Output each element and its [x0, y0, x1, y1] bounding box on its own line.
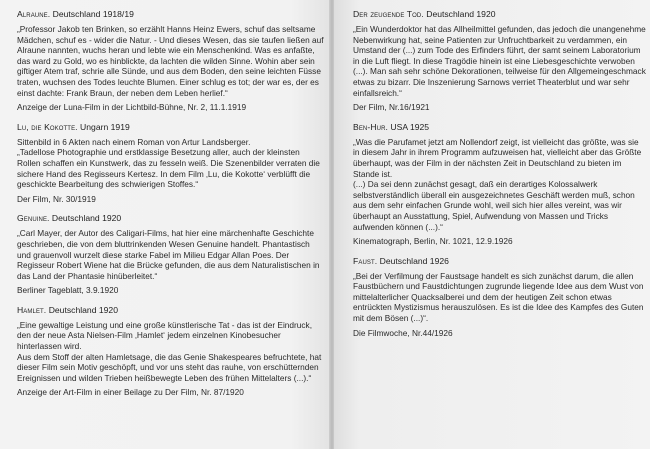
review-paragraph: „Carl Mayer, der Autor des Caligari-Films, hat hier eine märchenhafte Geschichte geschrieben, die von dem bluttrinkenden Wesen Genuine handelt. Phantastisch und grauenvoll wurzelt diese starke Fabel im Milieu Edgar Allan Poes. Der Regisseur Robert Wiene hat die Brücke gefunden, die aus dem Naturalistischen in das Land der Phantasie hinüberleitet.“	[17, 228, 320, 281]
film-country-year: USA 1925	[388, 121, 430, 132]
entry-heading	[353, 256, 646, 267]
review-source: Anzeige der Art-Film in einer Beilage zu Der Film, Nr. 87/1920	[17, 387, 244, 398]
right-page	[334, 0, 650, 449]
entry-alraune	[17, 9, 324, 113]
film-country-year: Deutschland 1920	[49, 213, 122, 224]
review-text	[17, 320, 324, 384]
entry-hamlet	[17, 305, 324, 398]
film-title: Lu, die Kokotte.	[17, 121, 78, 132]
entry-heading	[17, 122, 324, 133]
entry-heading	[17, 305, 324, 316]
review-text	[17, 137, 324, 190]
entry-lu-die-kokotte	[17, 122, 324, 205]
review-paragraph: „Was die Parufamet jetzt am Nollendorf zeigt, ist vielleicht das größte, was sie in diesem Jahr in ihrem Programm aufzuweisen hat, vielleicht aber das Größte überhaupt, was der Film in der nächsten Zeit in Deutschland zu bieten im Stande ist.	[353, 136, 642, 179]
review-paragraph: „Tadellose Photographie und erstklassige Besetzung aller, auch der kleinsten Rollen schaffen ein Kunstwerk, das zu fesseln weiß. Die Szenenbilder verraten die sichere Hand des Regisseurs Kertesz. In dem Film ‚Lu, die Kokotte‘ verblüfft die geschickte Bearbeitung des schwierigen Stoffes.“	[17, 147, 320, 190]
film-country-year: Deutschland 1920	[423, 9, 496, 19]
review-source: Anzeige der Luna-Film in der Lichtbild-Bühne, Nr. 2, 11.1.1919	[17, 102, 247, 113]
review-source: Der Film, Nr.16/1921	[353, 102, 430, 113]
review-paragraph: „Bei der Verfilmung der Faustsage handelt es sich zunächst darum, die allen Faustbüchern und Faustdichtungen zugrunde liegende Idee aus dem Wust von mittelalterlicher Quacksalberei und dem der heutigen Zeit schon etwas entrückten Mystizismus herauszulösen. Es ist die Idee des Kampfes des Guten mit dem Bösen (...)“.	[353, 270, 644, 324]
review-paragraph: (...) Da sei denn zunächst gesagt, daß ein derartiges Kolossalwerk selbstverständlich überall ein ausgezeichnetes Geschäft werden muß, schon aus dem sehr einfachen Grunde wohl, weil sich hier alles vereint, was wir überhaupt an Ausstattung, Spiel, Aufwendung von Massen und Tricks aufwenden können (...).“	[353, 179, 635, 232]
film-country-year: Ungarn 1919	[77, 121, 130, 132]
entry-heading	[17, 9, 324, 20]
review-source: Berliner Tageblatt, 3.9.1920	[17, 285, 119, 296]
entry-heading	[353, 122, 646, 133]
review-text	[353, 271, 646, 324]
film-title: Faust.	[353, 255, 378, 266]
review-text	[17, 228, 324, 281]
film-title: Alraune.	[17, 9, 51, 19]
review-text	[17, 24, 324, 98]
entry-heading	[353, 9, 646, 20]
film-title: Der zeugende Tod.	[353, 9, 424, 19]
entry-genuine	[17, 213, 324, 296]
review-paragraph: „Eine gewaltige Leistung und eine große künstlerische Tat - das ist der Eindruck, den der neue Asta Nielsen-Film ‚Hamlet‘ jedem einzelnen Kinobesucher hinterlassen wird.	[17, 319, 313, 352]
review-text	[353, 24, 646, 98]
review-paragraph: „Professor Jakob ten Brinken, so erzählt Hanns Heinz Ewers, schuf das seltsame Mädchen, schuf es - wider die Natur. - Und dieses Wesen, das sie taufen ließen auf Alraune nannten, wuchs heran und lebte wie ein Menschenkind. Was es anfaßte, das ward zu Gold, wo es hinblickte, da lachten die wilden Sinne. Wohin aber sein giftiger Atem traf, schrie alle Sünde, und aus dem Boden, den seine leichten Füsse traten, wuchsen des Todes leuchte Blumen. Einer schlug es tot; der war es, der es einst dachte: Frank Braun, der neben dem Leben herlief.“	[17, 24, 324, 98]
review-source: Der Film, Nr. 30/1919	[17, 193, 96, 204]
review-paragraph: Aus dem Stoff der alten Hamletsage, die das Genie Shakespeares befruchtete, hat dieser Film sein Motiv geschöpft, und vor uns steht das rauhe, von erschütternden Ereignissen und wilden Trieben heißbewegte Leben des frühen Mittelalters (...).“	[17, 351, 322, 383]
review-source: Kinematograph, Berlin, Nr. 1021, 12.9.1926	[353, 236, 513, 247]
entry-heading	[17, 213, 324, 224]
review-source: Die Filmwoche, Nr.44/1926	[353, 327, 453, 338]
entry-ben-hur	[353, 122, 646, 247]
review-paragraph: „Ein Wunderdoktor hat das Allheilmittel gefunden, das jedoch die unangenehme Nebenwirkung hat, seine Patienten zur Unfruchtbarkeit zu verdammen, ein Umstand der (...) zum Tode des Erfinders führt, der samt seinem Laboratorium in die Luft fliegt. In diese Tragödie hinein ist eine Liebesgeschichte verwoben (...). Man sah sehr schöne Dekorationen, teilweise für den Allgemeingeschmack etwas zu bizarr. Die Inszenierung Sarnows verriet Theaterblut und war sehr einfallsreich.“	[353, 24, 646, 98]
film-country-year: Deutschland 1926	[377, 255, 449, 266]
film-title: Genuine.	[17, 213, 50, 224]
review-text	[353, 137, 646, 232]
review-paragraph: Sittenbild in 6 Akten nach einem Roman von Artur Landsberger.	[17, 136, 251, 147]
entry-der-zeugende-tod	[353, 9, 646, 113]
entry-faust	[353, 256, 646, 339]
film-title: Hamlet.	[17, 304, 47, 315]
film-country-year: Deutschland 1918/19	[50, 9, 134, 19]
film-country-year: Deutschland 1920	[46, 304, 118, 315]
film-title: Ben-Hur.	[353, 121, 388, 132]
